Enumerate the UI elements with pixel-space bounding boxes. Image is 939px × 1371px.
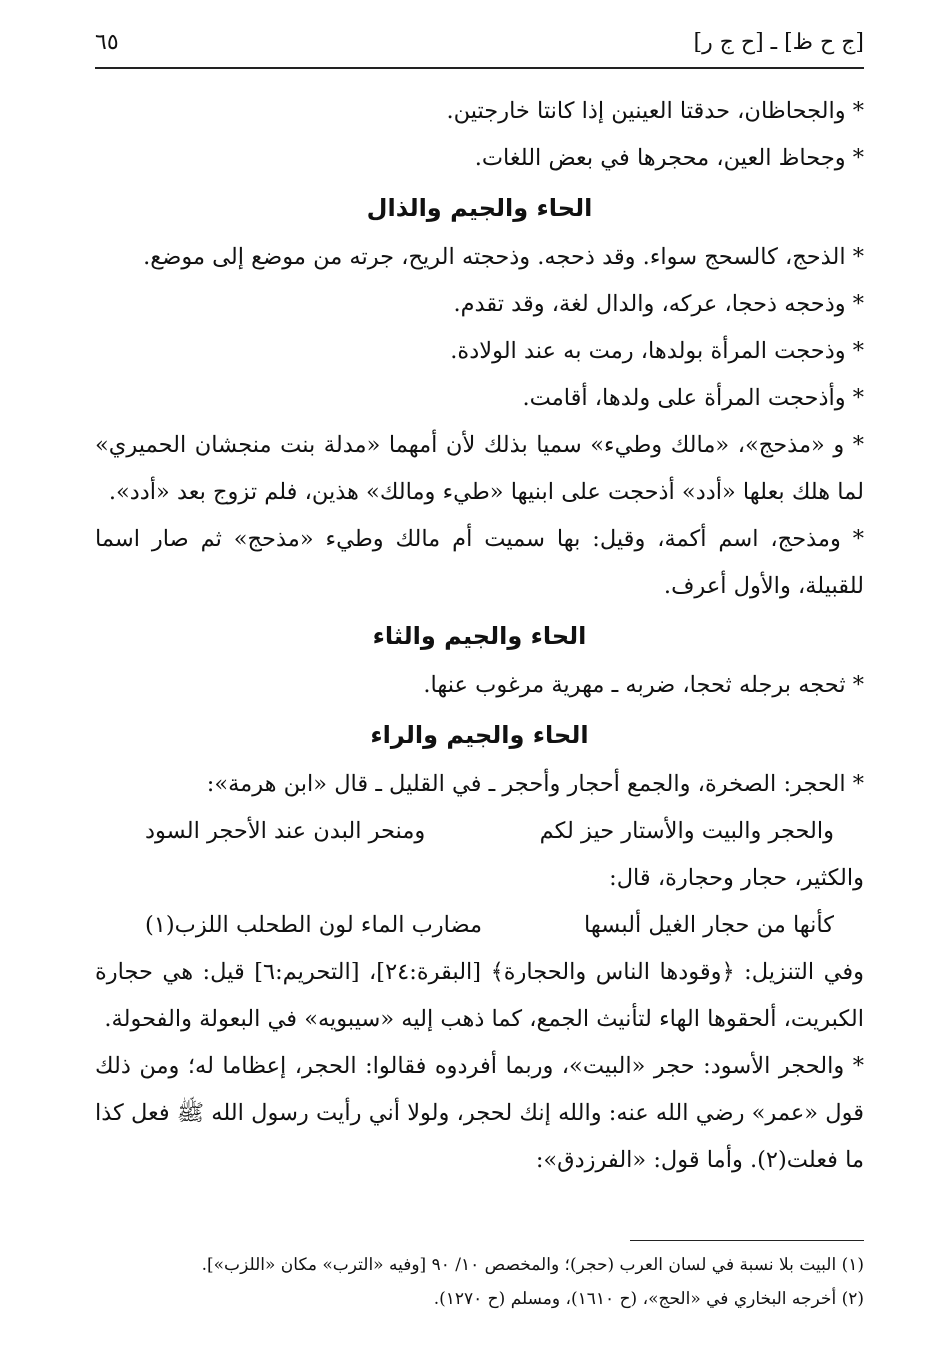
section-heading: الحاء والجيم والراء <box>370 721 589 749</box>
entry-paragraph: * وذحجت المرأة بولدها، رمت به عند الولادة. <box>450 338 864 364</box>
section-heading: الحاء والجيم والثاء <box>372 622 587 650</box>
entry-paragraph: * ومذحج، اسم أكمة، وقيل: بها سميت أم مالك وطيء «مذحج» ثم صار اسما للقبيلة، والأول أعرف. <box>95 526 864 599</box>
footnote-item: (١) البيت بلا نسبة في لسان العرب (حجر)؛ والمخصص ١٠/ ٩٠ [وفيه «الترب» مكان «اللزب»]. <box>201 1255 864 1275</box>
footnote-item: (٢) أخرجه البخاري في «الحج»، (ح ١٦١٠)، ومسلم (ح ١٢٧٠). <box>433 1289 864 1309</box>
entry-paragraph: والكثير، حجار وحجارة، قال: <box>609 865 864 891</box>
running-title: [ج ح ظ] ـ [ح ج ر] <box>693 30 864 55</box>
entry-paragraph: * ثحجه برجله ثحجا، ضربه ـ مهرية مرغوب عنها. <box>423 672 864 698</box>
entry-paragraph: * وذحجه ذحجا، عركه، والدال لغة، وقد تقدم. <box>453 291 864 317</box>
page-number: ٦٥ <box>95 30 119 55</box>
poetry-verse <box>95 808 864 855</box>
entry-paragraph: وفي التنزيل: ﴿وقودها الناس والحجارة﴾ [البقرة:٢٤]، [التحريم:٦] قيل: هي حجارة الكبريت، ألحقوها الهاء لتأنيث الجمع، كما ذهب إليه «سيبويه» في البعولة والفحولة. <box>95 959 865 1032</box>
header-divider <box>95 67 864 69</box>
entry-paragraph: * والجحاظان، حدقتا العينين إذا كانتا خارجتين. <box>446 98 864 124</box>
entry-paragraph: * والحجر الأسود: حجر «البيت»، وربما أفردوه فقالوا: الحجر، إعظاما له؛ ومن ذلك قول «عمر» رضي الله عنه: والله إنك لحجر، ولولا أني رأيت رسول الله ﷺ فعل كذا ما فعلت(٢). وأما قول: «الفرزدق»: <box>95 1053 864 1173</box>
page-header <box>95 30 864 60</box>
entry-paragraph: * الذحج، كالسحج سواء. وقد ذحجه. وذحجته الريح، جرته من موضع إلى موضع. <box>143 244 864 270</box>
verse-first-hemistich: والحجر والبيت والأستار حيز لكم <box>539 818 834 844</box>
section-heading: الحاء والجيم والذال <box>366 194 593 222</box>
verse-second-hemistich: ومنحر البدن عند الأحجر السود <box>145 818 426 844</box>
page-body <box>95 88 864 1184</box>
entry-paragraph: * الحجر: الصخرة، والجمع أحجار وأحجر ـ في القليل ـ قال «ابن هرمة»: <box>206 771 864 797</box>
footnote-divider <box>630 1240 864 1241</box>
entry-paragraph: * وأذحجت المرأة على ولدها، أقامت. <box>522 385 864 411</box>
verse-first-hemistich: كأنها من حجار الغيل ألبسها <box>584 912 834 938</box>
poetry-verse <box>95 902 864 949</box>
footnotes <box>95 1248 864 1316</box>
verse-second-hemistich: مضارب الماء لون الطحلب اللزب(١) <box>145 912 483 938</box>
entry-paragraph: * و «مذحج»، «مالك وطيء» سميا بذلك لأن أمهما «مدلة بنت منجشان الحميري» لما هلك بعلها «أدد» أذحجت على ابنيها «طيء ومالك» هذين، فلم تزوج بعد «أدد». <box>95 432 864 505</box>
entry-paragraph: * وجحاظ العين، محجرها في بعض اللغات. <box>474 145 864 171</box>
